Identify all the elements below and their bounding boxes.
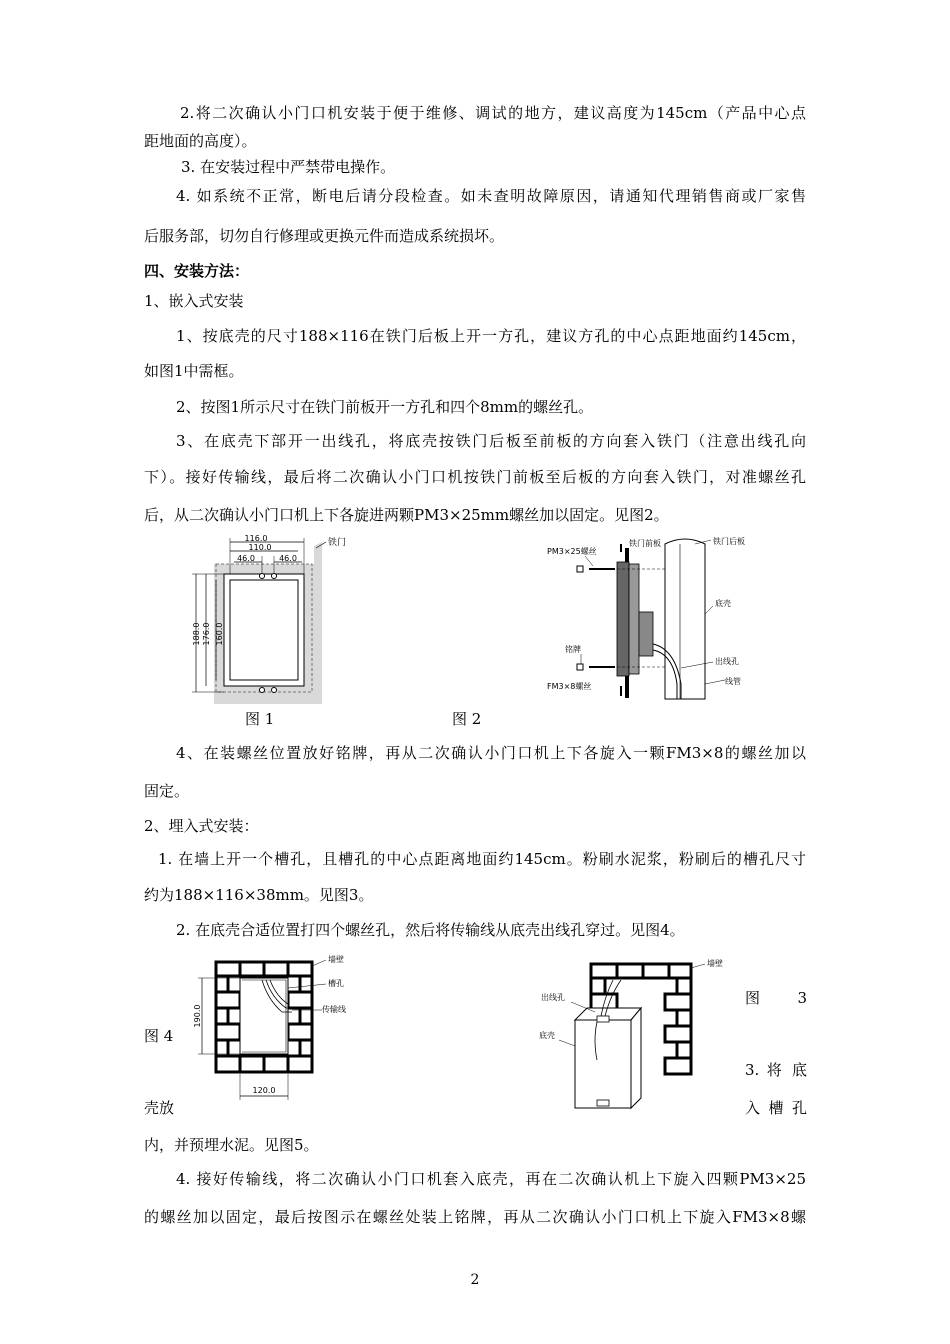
- para-line: 2、按图1所示尺寸在铁门前板开一方孔和四个8mm的螺丝孔。: [176, 398, 594, 416]
- label-door: 铁门: [328, 538, 347, 548]
- label-base-shell: 底壳: [715, 599, 731, 608]
- label-base-shell: 底壳: [539, 1031, 555, 1040]
- label-outlet: 出线孔: [715, 657, 739, 666]
- dim-label: 110.0: [248, 543, 272, 552]
- para-line: 2. 在底壳合适位置打四个螺丝孔，然后将传输线从底壳出线孔穿过。见图4。: [176, 921, 685, 939]
- para-line: 1. 在墙上开一个槽孔，且槽孔的中心点距离地面约145cm。粉刷水泥浆，粉刷后的槽孔尺寸: [158, 850, 806, 868]
- para-line: 2.将二次确认小门口机安装于便于维修、调试的地方，建议高度为145cm（产品中心点: [180, 104, 806, 122]
- page-number: 2: [470, 1272, 480, 1288]
- para-line: 3. 在安装过程中严禁带电操作。: [181, 158, 396, 176]
- label-cable: 传输线: [322, 1005, 346, 1014]
- dim-label: 116.0: [244, 534, 268, 543]
- para-line: 固定。: [144, 782, 190, 800]
- figure-1-caption: 图 1: [245, 710, 275, 728]
- label-nameplate: 铭牌: [565, 645, 581, 654]
- label-wall: 墙壁: [328, 955, 344, 964]
- label-pm-screw: PM3×25螺丝: [547, 547, 597, 556]
- para-line: 内，并预埋水泥。见图5。: [144, 1136, 319, 1154]
- float-text: 壳放: [144, 1099, 175, 1117]
- hole-frame: [230, 580, 298, 680]
- subsection-heading: 1、嵌入式安装: [144, 292, 244, 310]
- figure-2-diagram: [545, 534, 775, 704]
- dim-label: 46.0: [237, 554, 255, 563]
- para-line: 4. 如系统不正常，断电后请分段检查。如未查明故障原因，请通知代理销售商或厂家售: [176, 187, 806, 205]
- dim-label: 188.0: [192, 622, 201, 646]
- dim-label: 160.0: [215, 622, 224, 646]
- dim-label: 46.0: [279, 554, 297, 563]
- label-conduit: 线管: [725, 677, 741, 686]
- float-text: 图 3: [745, 989, 807, 1007]
- para-line: 后，从二次确认小门口机上下各旋进两颗PM3×25mm螺丝加以固定。见图2。: [144, 506, 669, 524]
- para-line: 的螺丝加以固定，最后按图示在螺丝处装上铭牌，再从二次确认小门口机上下旋入FM3×8螺: [144, 1208, 806, 1226]
- figure-2-caption: 图 2: [452, 710, 482, 728]
- label-fm-screw: FM3×8螺丝: [547, 682, 592, 691]
- label-slot: 槽孔: [328, 979, 344, 988]
- para-line: 后服务部，切勿自行修理或更换元件而造成系统损坏。: [144, 227, 505, 245]
- para-line: 约为188×116×38mm。见图3。: [144, 886, 374, 904]
- figure-4-diagram: [535, 950, 735, 1120]
- para-line: 1、按底壳的尺寸188×116在铁门后板上开一方孔，建议方孔的中心点距地面约145cm，: [176, 327, 806, 345]
- para-line: 距地面的高度）。: [144, 132, 257, 150]
- float-text: 图 4: [144, 1027, 174, 1045]
- figure-1-diagram: [186, 534, 356, 704]
- label-front-plate: 铁门前板: [629, 539, 661, 548]
- float-text: 3. 将 底: [745, 1061, 807, 1079]
- label-outlet: 出线孔: [541, 993, 565, 1002]
- para-line: 如图1中需框。: [144, 362, 244, 380]
- dim-label: 176.0: [202, 622, 211, 646]
- subsection-heading: 2、埋入式安装：: [144, 817, 259, 835]
- para-line: 4. 接好传输线，将二次确认小门口机套入底壳，再在二次确认机上下旋入四颗PM3×25: [176, 1170, 806, 1188]
- para-line: 下）。接好传输线，最后将二次确认小门口机按铁门前板至后板的方向套入铁门，对准螺丝孔: [144, 468, 806, 486]
- label-wall: 墙壁: [707, 959, 723, 968]
- dim-label: 120.0: [252, 1086, 276, 1095]
- para-line: 3、在底壳下部开一出线孔，将底壳按铁门后板至前板的方向套入铁门（注意出线孔向: [176, 432, 806, 450]
- dim-label: 190.0: [193, 1004, 202, 1028]
- section-heading: 四、安装方法：: [144, 262, 250, 280]
- para-line: 4、在装螺丝位置放好铭牌，再从二次确认小门口机上下各旋入一颗FM3×8的螺丝加以: [176, 744, 806, 762]
- figure-3-diagram: [192, 950, 367, 1110]
- float-text: 入 槽 孔: [745, 1099, 807, 1117]
- label-back-plate: 铁门后板: [713, 537, 745, 546]
